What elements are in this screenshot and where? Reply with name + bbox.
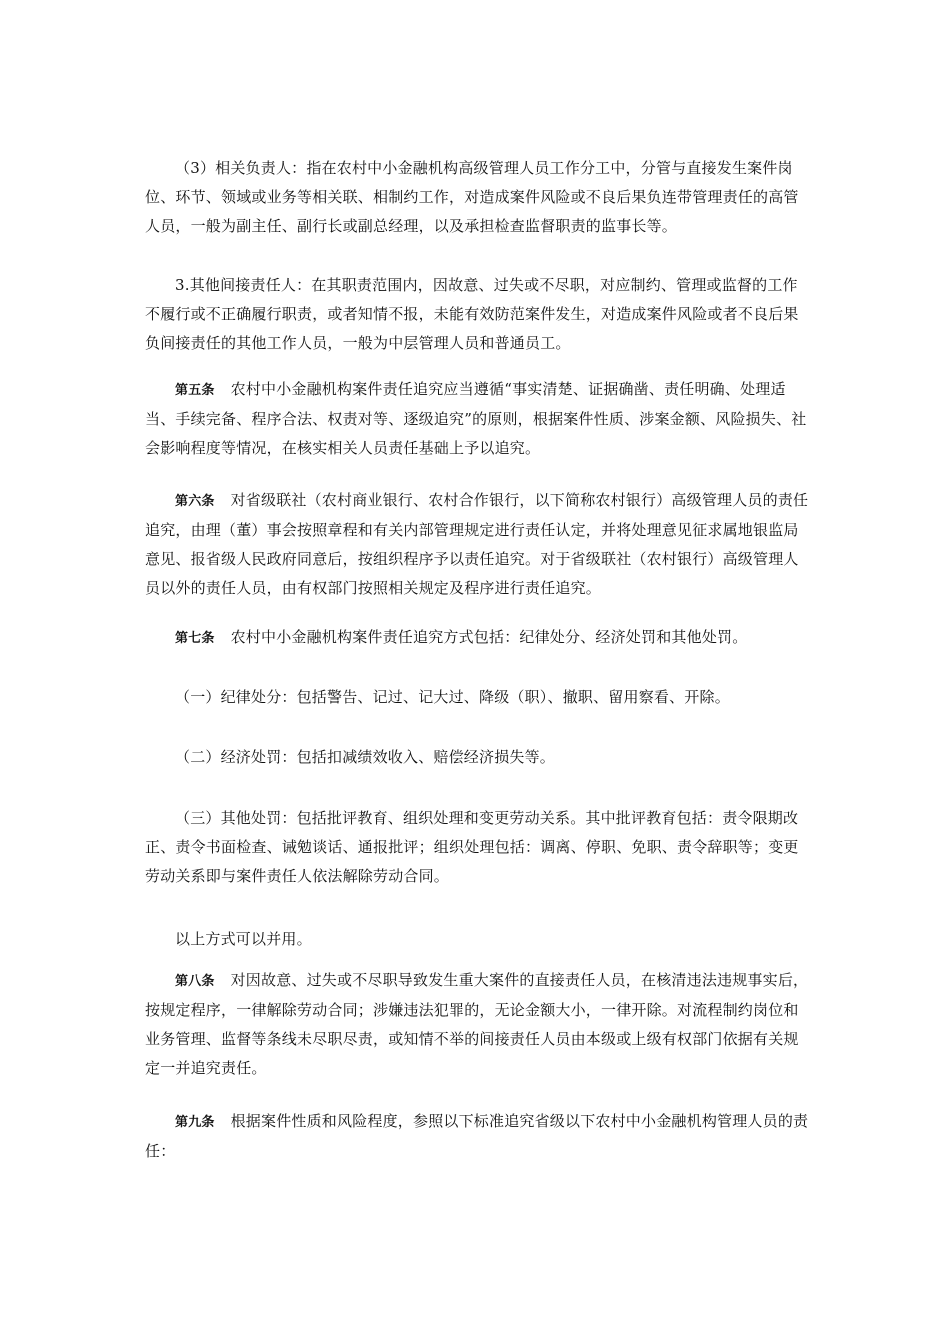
article-8-text: 对因故意、过失或不尽职导致发生重大案件的直接责任人员，在核清违法违规事实后，按规定程序，一律解除劳动合同；涉嫌违法犯罪的，无论金额大小，一律开除。对流程制约岗位和业务管理、监督等条线未尽职尽责，或知情不举的间接责任人员由本级或上级有权部门依据有关规定一并追究责任。 xyxy=(145,971,809,1077)
article-6-text: 对省级联社（农村商业银行、农村合作银行，以下简称农村银行）高级管理人员的责任追究，由理（董）事会按照章程和有关内部管理规定进行责任认定，并将处理意见征求属地银监局意见、报省级人民政府同意后，按组织程序予以责任追究。对于省级联社（农村银行）高级管理人员以外的责任人员，由有权部门按照相关规定及程序进行责任追究。 xyxy=(145,491,809,597)
article-5-label: 第五条 xyxy=(175,383,215,398)
article-9-text: 根据案件性质和风险程度，参照以下标准追究省级以下农村中小金融机构管理人员的责任： xyxy=(145,1112,809,1160)
article-7 xyxy=(145,623,810,653)
article-8-label: 第八条 xyxy=(175,974,215,989)
article-5 xyxy=(145,375,810,463)
article-8 xyxy=(145,966,810,1083)
article-6-label: 第六条 xyxy=(175,494,215,509)
article-6 xyxy=(145,486,810,603)
paragraph-related-responsible-person: （3）相关负责人：指在农村中小金融机构高级管理人员工作分工中，分管与直接发生案件岗位、环节、领域或业务等相关联、相制约工作，对造成案件风险或不良后果负连带管理责任的高管人员，一般为副主任、副行长或副总经理，以及承担检查监督职责的监事长等。 xyxy=(145,159,799,235)
paragraph-combined-use: 以上方式可以并用。 xyxy=(175,930,312,948)
article-9 xyxy=(145,1107,810,1166)
article-7-text: 农村中小金融机构案件责任追究方式包括：纪律处分、经济处罚和其他处罚。 xyxy=(230,628,748,646)
article-7-label: 第七条 xyxy=(175,631,215,646)
paragraph-economic-penalty: （二）经济处罚：包括扣减绩效收入、赔偿经济损失等。 xyxy=(175,748,556,766)
paragraph-disciplinary-sanction: （一）纪律处分：包括警告、记过、记大过、降级（职）、撤职、留用察看、开除。 xyxy=(175,688,730,706)
paragraph-other-penalty: （三）其他处罚：包括批评教育、组织处理和变更劳动关系。其中批评教育包括：责令限期改正、责令书面检查、诫勉谈话、通报批评；组织处理包括：调离、停职、免职、责令辞职等；变更劳动关系即与案件责任人依法解除劳动合同。 xyxy=(145,809,799,885)
article-9-label: 第九条 xyxy=(175,1115,215,1130)
paragraph-other-indirect-responsible-person: 3.其他间接责任人：在其职责范围内，因故意、过失或不尽职，对应制约、管理或监督的工作不履行或不正确履行职责，或者知情不报，未能有效防范案件发生，对造成案件风险或者不良后果负间接责任的其他工作人员，一般为中层管理人员和普通员工。 xyxy=(145,276,799,352)
article-5-text: 农村中小金融机构案件责任追究应当遵循“事实清楚、证据确凿、责任明确、处理适当、手续完备、程序合法、权责对等、逐级追究”的原则，根据案件性质、涉案金额、风险损失、社会影响程度等情况，在核实相关人员责任基础上予以追究。 xyxy=(145,380,807,457)
